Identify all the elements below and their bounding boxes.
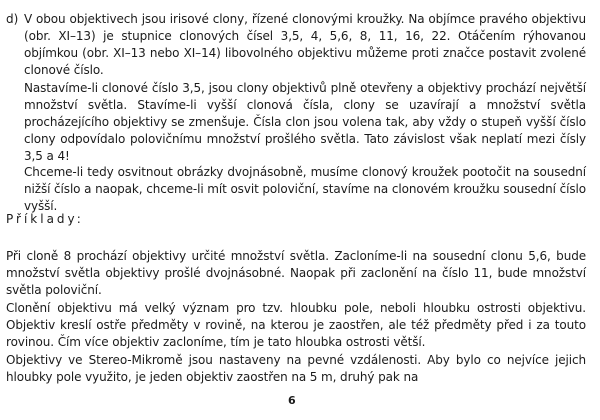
- aperture-numbers-paragraph: Nastavíme-li clonové číslo 3,5, jsou clony objektivů plně otevřeny a objektivy prochází největší množství světla. Stavíme-li vyšší clonová čísla, clony se uzavírají a množství světla procházejícího objektivy se zmenšuje. Čísla clon jsou volena tak, aby vždy o stupeň vyšší číslo clony odpovídalo polovičnímu množství prošlého světla. Tato závislost však neplatí mezi čísly 3,5 a 4!: [24, 81, 586, 163]
- depth-of-field-paragraph: Clonění objektivu má velký význam pro tzv. hloubku pole, neboli hloubku ostrosti objektivu. Objektiv kreslí ostře předměty v rovině, na kterou je zaostřen, ale též předměty před i za touto rovinou. Čím více objektiv zacloníme, tím je tato hloubka ostrosti větší.: [6, 301, 586, 349]
- example-aperture-paragraph: Při cloně 8 prochází objektivy určité množství světla. Zacloníme-li na sousední clonu 5,6, bude množství světla objektivy prošlé dvojnásobné. Naopak při zaclonění na číslo 11, bude množství světla poloviční.: [6, 249, 586, 297]
- aperture-intro-paragraph: V obou objektivech jsou irisové clony, řízené clonovými kroužky. Na objímce pravého objektivu (obr. XI–13) je stupnice clonových čísel 3,5, 4, 5,6, 8, 11, 16, 22. Otáčením rýhovanou objímkou (obr. XI–13 nebo XI–14) libovolného objektivu můžeme proti značce postavit zvolené clonové číslo.: [24, 12, 586, 77]
- page-number: 6: [288, 394, 296, 407]
- item-label: d): [6, 12, 19, 26]
- examples-heading: Příklady:: [6, 212, 84, 226]
- stereo-mikroma-paragraph: Objektivy ve Stereo-Mikromě jsou nastaveny na pevné vzdálenosti. Aby bylo co nejvíce jejich hloubky pole využito, je jeden objektiv zaostřen na 5 m, druhý pak na: [6, 353, 586, 384]
- double-exposure-paragraph: Chceme-li tedy osvitnout obrázky dvojnásobně, musíme clonový kroužek pootočit na sousední nižší číslo a naopak, chceme-li mít osvit poloviční, stavíme na clonovém kroužku sousední číslo vyšší.: [24, 165, 586, 213]
